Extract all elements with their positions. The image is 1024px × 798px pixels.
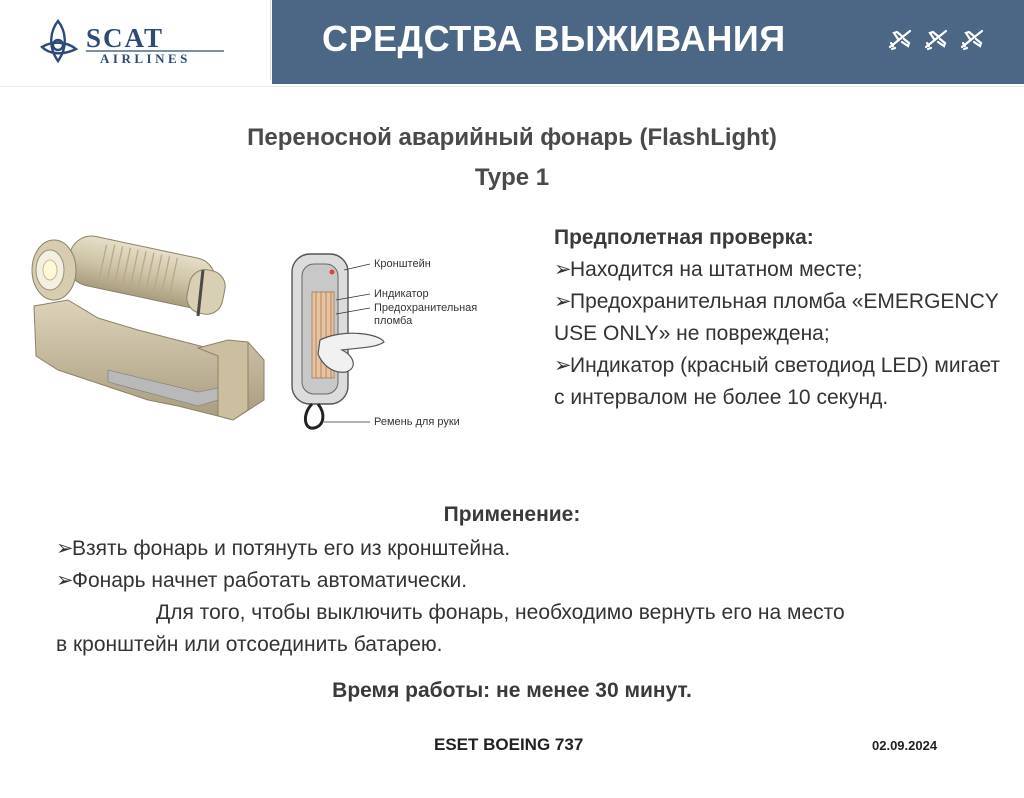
preflight-check [554,222,1014,414]
flashlight-illustration [28,230,278,440]
arrow-bullet-icon: ➢ [56,569,74,592]
title-bar [272,0,1024,84]
list-item: ➢Фонарь начнет работать автоматически. [56,565,996,597]
usage-section [56,533,996,661]
arrow-bullet-icon: ➢ [56,537,74,560]
footer-date: 02.09.2024 [872,738,938,753]
svg-text:AIRLINES: AIRLINES [100,51,191,66]
preflight-heading: Предполетная проверка: [554,226,814,249]
diagram-label-indicator: Индикатор [374,288,429,300]
header-title: СРЕДСТВА ВЫЖИВАНИЯ [322,18,786,59]
usage-heading: Применение: [443,503,581,526]
arrow-bullet-icon: ➢ [554,290,572,313]
slide-title: Переносной аварийный фонарь (FlashLight) [247,124,777,151]
diagram-label-seal: Предохранительная [374,302,478,314]
runtime-text: Время работы: не менее 30 минут. [332,679,692,702]
diagram-label-strap: Ремень для руки [374,416,460,428]
bracket-diagram [284,244,514,440]
airline-logo [0,0,271,80]
svg-text:SCAT: SCAT [86,23,165,53]
usage-note-continued: в кронштейн или отсоединить батарею. [56,633,443,656]
header-divider [0,86,1024,87]
list-item: ➢Индикатор (красный светодиод LED) мигает с интервалом не более 10 секунд. [554,350,1014,414]
arrow-bullet-icon: ➢ [554,258,572,281]
footer-course: ESET BOEING 737 [434,735,584,754]
diagram-label-bracket: Кронштейн [374,258,431,270]
usage-note: Для того, чтобы выключить фонарь, необходимо вернуть его на место [156,601,845,624]
plane-icon [888,27,914,53]
arrow-bullet-icon: ➢ [554,354,572,377]
plane-decorations [888,27,986,53]
list-item: ➢Предохранительная пломба «EMERGENCY USE ONLY» не повреждена; [554,286,1014,350]
slide-subtitle: Type 1 [474,164,550,191]
plane-icon [924,27,950,53]
list-item: ➢Находится на штатном месте; [554,254,1014,286]
diagram-label-seal-2: пломба [374,315,413,327]
plane-icon [960,27,986,53]
list-item: ➢Взять фонарь и потянуть его из кронштейна. [56,533,996,565]
slide-header [0,0,1024,86]
